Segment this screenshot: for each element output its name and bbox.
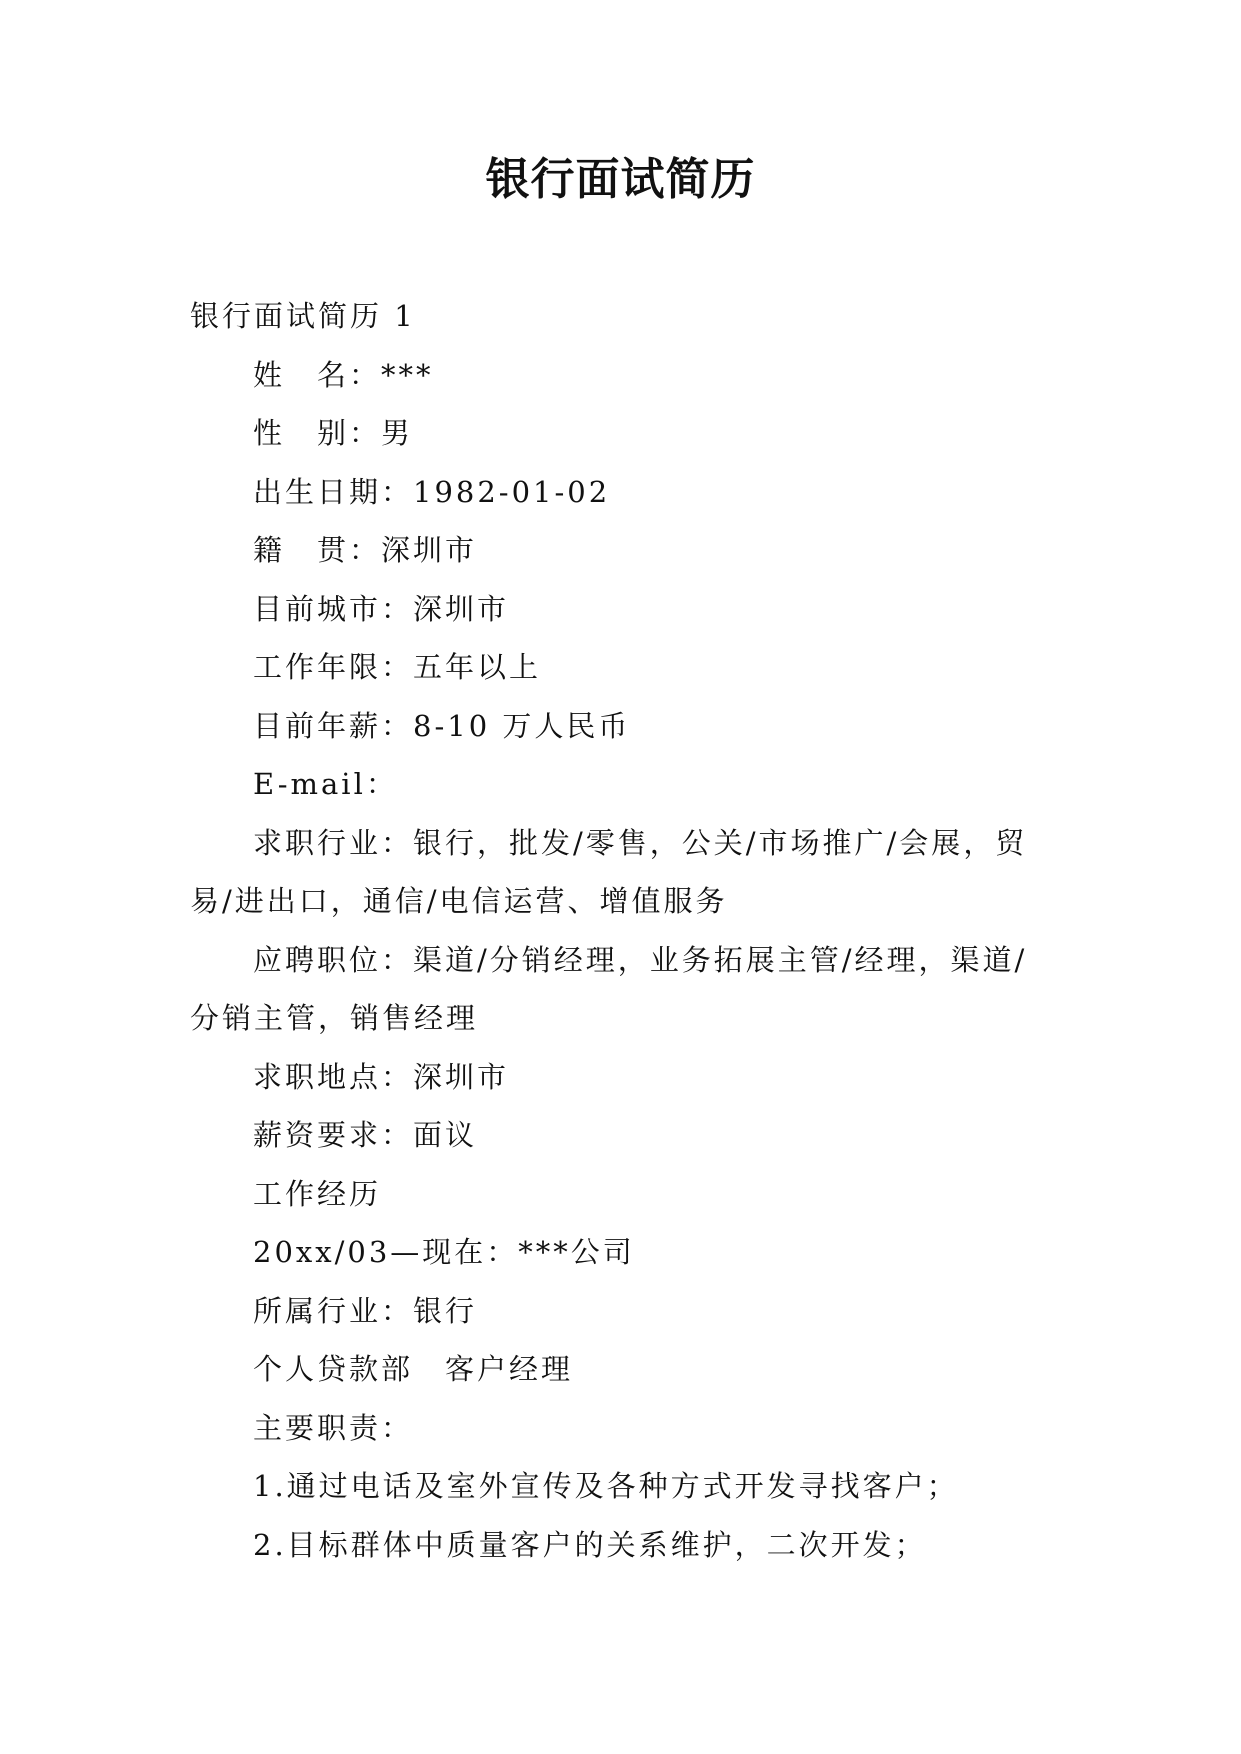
field-target-position: 应聘职位：渠道/分销经理，业务拓展主管/经理，渠道/分销主管，销售经理 — [190, 942, 1028, 1035]
section-heading: 银行面试简历 1 — [190, 299, 416, 333]
duty-item: 1.通过电话及室外宣传及各种方式开发寻找客户； — [253, 1469, 959, 1503]
field-current-city: 目前城市：深圳市 — [253, 591, 510, 626]
document-title: 银行面试简历 — [485, 154, 756, 205]
job-period-company: 20xx/03—现在：***公司 — [253, 1235, 635, 1269]
field-current-salary: 目前年薪：8-10 万人民币 — [253, 708, 631, 743]
field-gender: 性 别：男 — [253, 416, 414, 450]
duty-item: 2.目标群体中质量客户的关系维护，二次开发； — [253, 1527, 927, 1562]
job-industry: 所属行业：银行 — [253, 1293, 478, 1328]
field-target-location: 求职地点：深圳市 — [253, 1059, 510, 1094]
field-birth-date: 出生日期：1982-01-02 — [253, 474, 611, 509]
field-email: E-mail： — [253, 767, 398, 801]
field-salary-requirement: 薪资要求：面议 — [253, 1118, 478, 1152]
field-work-years: 工作年限：五年以上 — [253, 650, 542, 684]
field-name: 姓 名：*** — [253, 357, 434, 392]
field-target-industry: 求职行业：银行，批发/零售，公关/市场推广/会展，贸易/进出口，通信/电信运营、增值服务 — [190, 825, 1028, 918]
job-department-title: 个人贷款部 客户经理 — [253, 1352, 574, 1386]
document-body — [190, 287, 1050, 1574]
duties-heading: 主要职责： — [253, 1410, 414, 1445]
field-native-place: 籍 贯：深圳市 — [253, 533, 478, 567]
work-experience-heading: 工作经历 — [253, 1176, 382, 1211]
